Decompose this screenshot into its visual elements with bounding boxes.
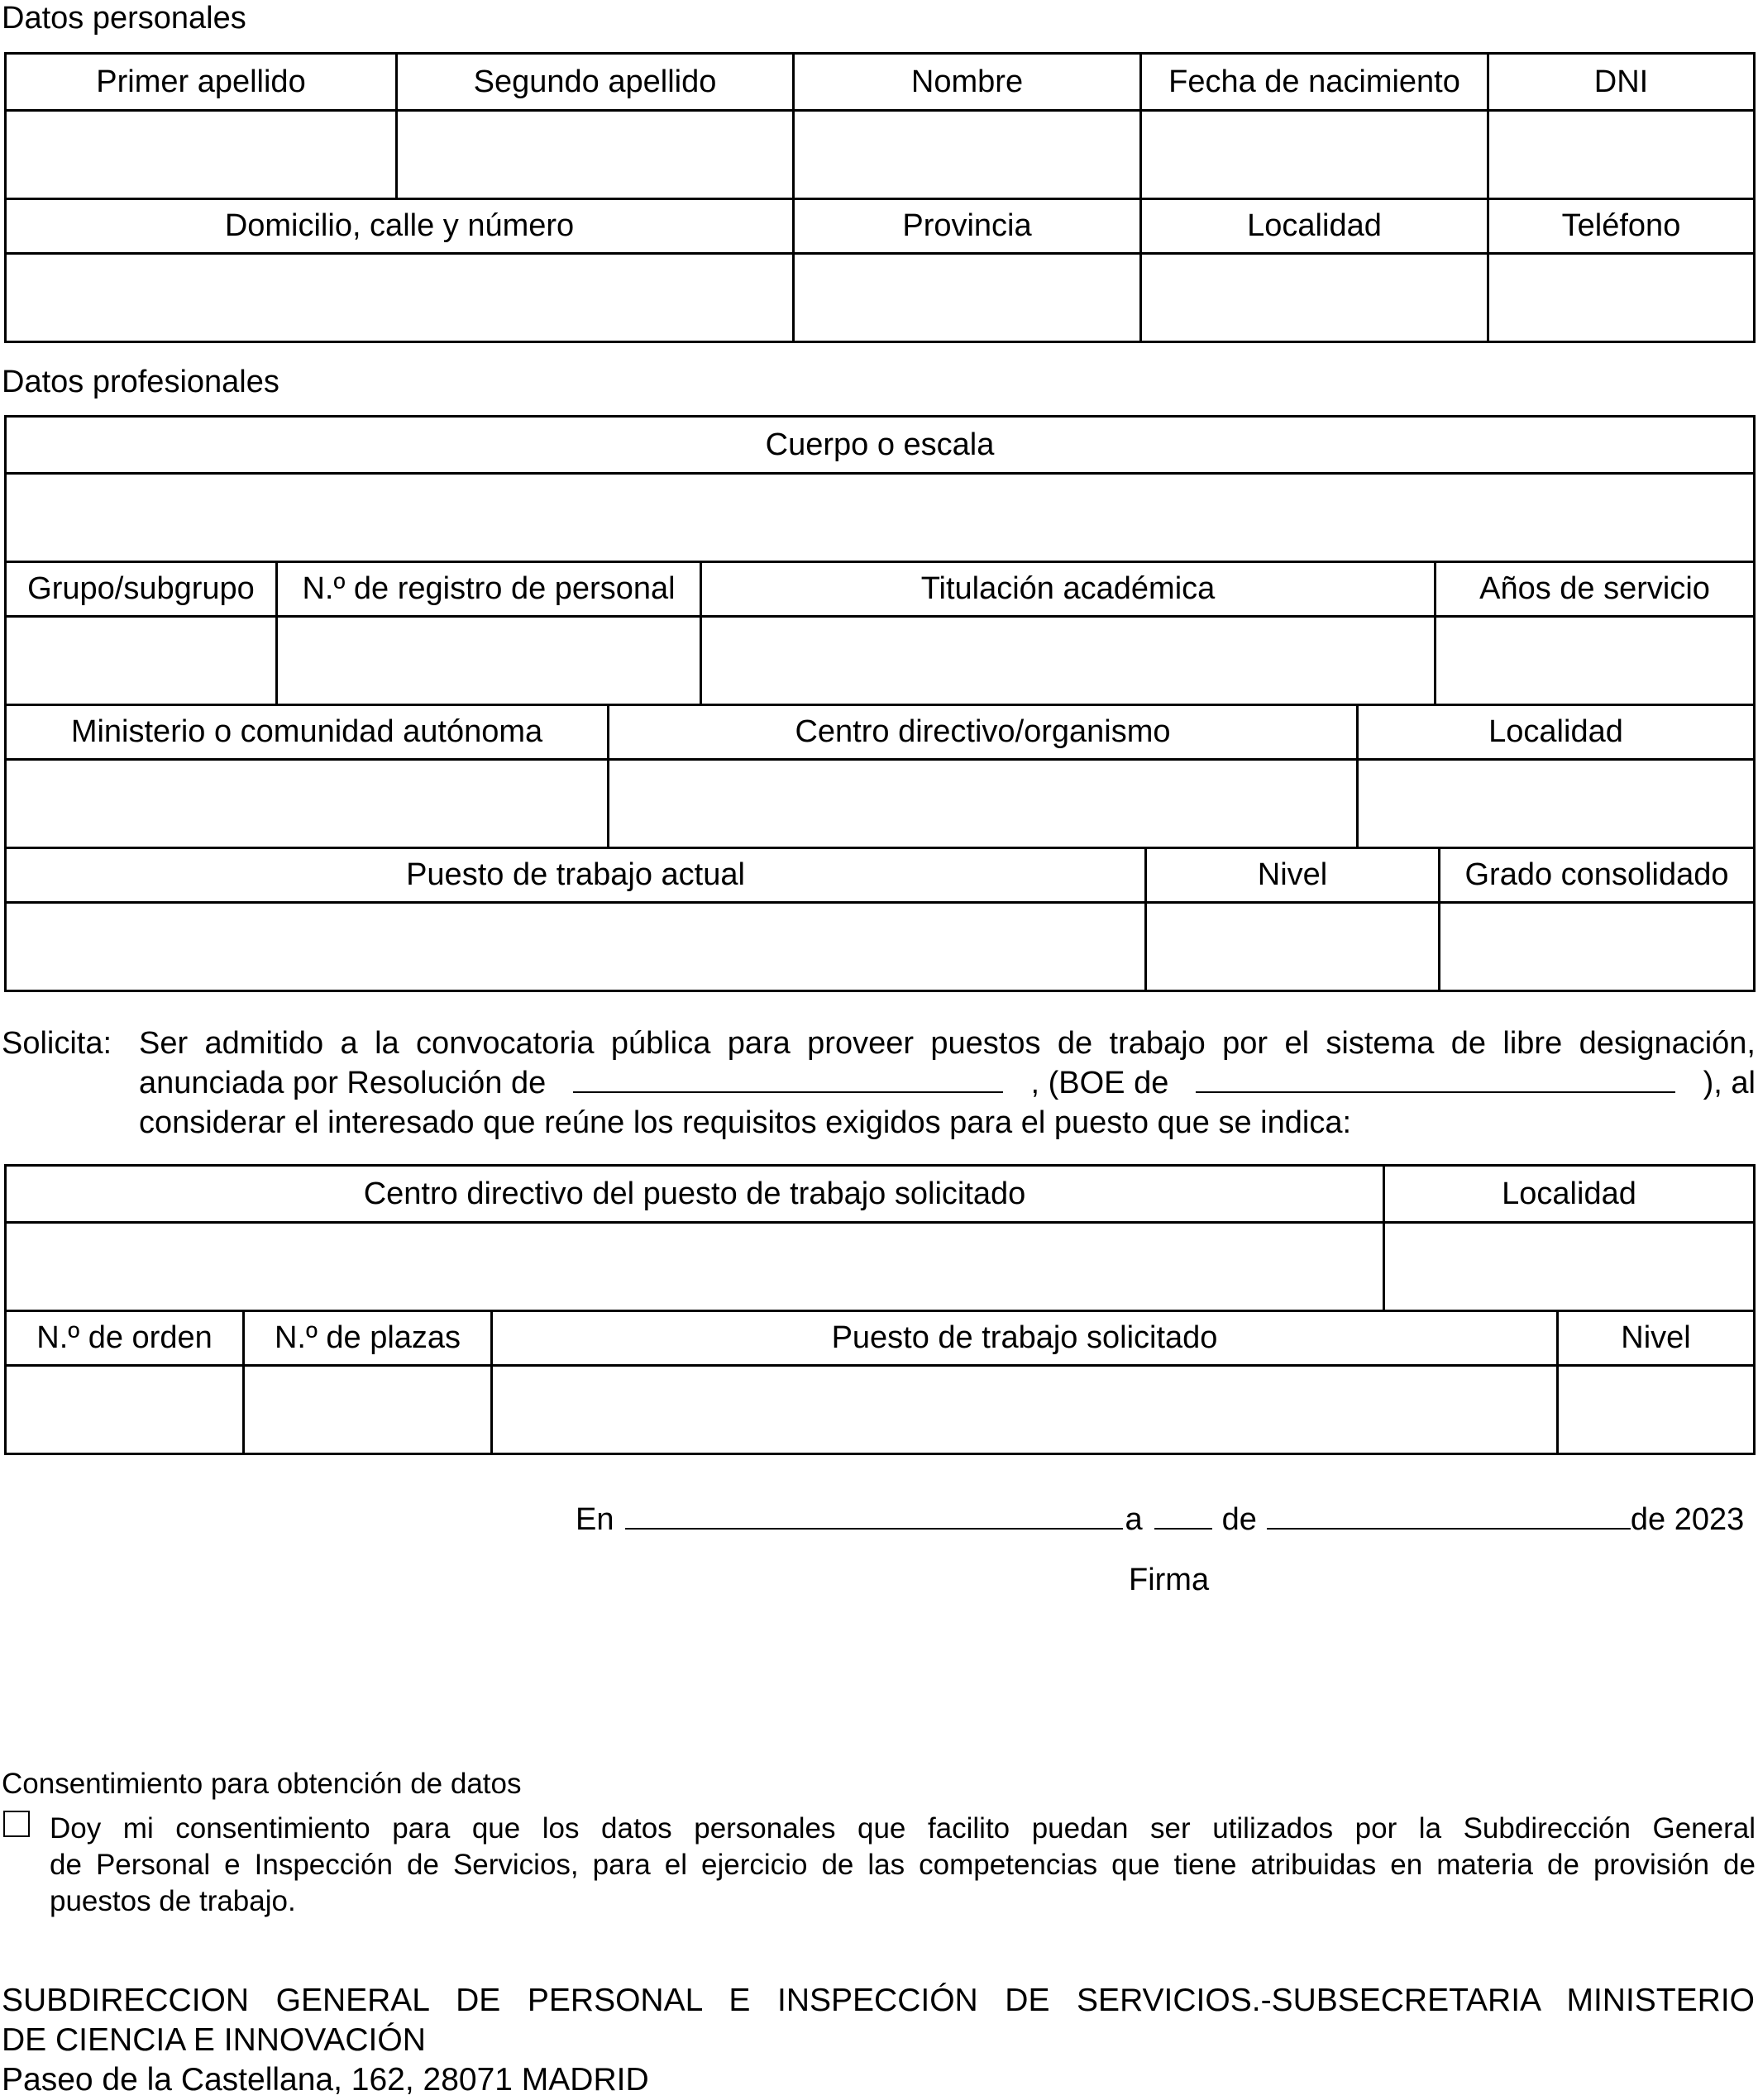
primer-apellido-field[interactable]: [7, 112, 395, 198]
consent-line-1: Doy mi consentimiento para que los datos personales que facilito puedan ser utilizados por la Subdirección General: [50, 1812, 1756, 1845]
puesto-input-row: [7, 901, 1753, 990]
orden-input-row: [7, 1364, 1753, 1453]
anos-servicio-field[interactable]: [1434, 618, 1753, 704]
solicita-line-2: [139, 1063, 1756, 1103]
fecha-nacimiento-field[interactable]: [1139, 112, 1487, 198]
header-localidad-profesional: Localidad: [1356, 706, 1753, 758]
orden-header-row: [7, 1310, 1753, 1364]
address-header-row: [7, 198, 1753, 252]
centro-input-row: [7, 1221, 1753, 1310]
en-text: En: [576, 1502, 614, 1537]
header-anos-servicio: Años de servicio: [1434, 563, 1753, 615]
grado-consolidado-field[interactable]: [1438, 904, 1753, 990]
titulacion-field[interactable]: [700, 618, 1434, 704]
header-nombre: Nombre: [792, 55, 1139, 109]
year-text: de 2023: [1630, 1502, 1745, 1537]
a-text: a: [1125, 1502, 1143, 1537]
header-titulacion: Titulación académica: [700, 563, 1434, 615]
header-centro-directivo: Centro directivo/organismo: [607, 706, 1356, 758]
header-numero-orden: N.º de orden: [36, 1320, 213, 1355]
header-telefono: Teléfono: [1487, 200, 1753, 252]
header-puesto-actual: Puesto de trabajo actual: [406, 857, 745, 892]
footer-line-2: DE CIENCIA E INNOVACIÓN: [2, 2022, 426, 2058]
section-title-professional: Datos profesionales: [2, 365, 279, 399]
cuerpo-header-row: [7, 418, 1753, 472]
header-localidad-solicitada: Localidad: [1383, 1167, 1753, 1221]
header-registro-personal: N.º de registro de personal: [275, 563, 700, 615]
header-segundo-apellido: Segundo apellido: [395, 55, 792, 109]
professional-data-table: [4, 415, 1756, 992]
header-fecha-nacimiento: Fecha de nacimiento: [1139, 55, 1487, 109]
day-blank[interactable]: [1154, 1500, 1212, 1530]
domicilio-field[interactable]: [7, 255, 792, 341]
telefono-field[interactable]: [1487, 255, 1753, 341]
numero-plazas-field[interactable]: [242, 1367, 490, 1453]
month-blank[interactable]: [1267, 1500, 1631, 1530]
al-text: ), al: [1703, 1066, 1756, 1100]
header-puesto-solicitado: Puesto de trabajo solicitado: [490, 1312, 1556, 1364]
header-grado-consolidado: Grado consolidado: [1438, 849, 1753, 901]
header-nivel-solicitado: Nivel: [1556, 1312, 1753, 1364]
header-dni: DNI: [1487, 55, 1753, 109]
header-domicilio: Domicilio, calle y número: [224, 208, 575, 243]
firma-label: Firma: [1129, 1563, 1210, 1597]
ministerio-input-row: [7, 758, 1753, 847]
solicita-line-1: Ser admitido a la convocatoria pública para proveer puestos de trabajo por el sistema de libre designación,: [139, 1026, 1756, 1061]
nivel-field[interactable]: [1144, 904, 1438, 990]
address-input-row: [7, 252, 1753, 341]
grupo-input-row: [7, 615, 1753, 704]
header-cuerpo-escala: Cuerpo o escala: [765, 427, 995, 462]
centro-directivo-field[interactable]: [607, 761, 1356, 847]
boe-text: , (BOE de: [1030, 1066, 1169, 1100]
place-blank[interactable]: [625, 1500, 1123, 1530]
localidad-solicitada-field[interactable]: [1383, 1224, 1753, 1310]
consent-checkbox[interactable]: [3, 1811, 30, 1837]
numero-orden-field[interactable]: [7, 1367, 242, 1453]
grupo-subgrupo-field[interactable]: [7, 618, 275, 704]
consent-title: Consentimiento para obtención de datos: [2, 1768, 522, 1800]
localidad-field[interactable]: [1139, 255, 1487, 341]
solicita-label: Solicita:: [2, 1026, 112, 1061]
personal-input-row: [7, 109, 1753, 198]
resolucion-date-blank[interactable]: [573, 1063, 1003, 1093]
section-title-personal: Datos personales: [2, 1, 246, 36]
ministerio-field[interactable]: [7, 761, 607, 847]
centro-puesto-solicitado-field[interactable]: [7, 1224, 1383, 1310]
nivel-solicitado-field[interactable]: [1556, 1367, 1753, 1453]
header-provincia: Provincia: [792, 200, 1139, 252]
de-text: de: [1221, 1502, 1257, 1537]
boe-date-blank[interactable]: [1196, 1063, 1675, 1093]
footer-line-1: SUBDIRECCION GENERAL DE PERSONAL E INSPECCIÓN DE SERVICIOS.-SUBSECRETARIA MINISTERIO: [2, 1983, 1755, 2018]
header-centro-puesto-solicitado: Centro directivo del puesto de trabajo solicitado: [363, 1176, 1026, 1211]
ministerio-header-row: [7, 704, 1753, 758]
solicita-line-3: considerar el interesado que reúne los requisitos exigidos para el puesto que se indica:: [139, 1105, 1352, 1140]
consent-line-2: de Personal e Inspección de Servicios, para el ejercicio de las competencias que tiene atribuidas en materia de provisión de: [50, 1849, 1756, 1881]
header-grupo-subgrupo: Grupo/subgrupo: [27, 571, 255, 606]
nombre-field[interactable]: [792, 112, 1139, 198]
puesto-header-row: [7, 847, 1753, 901]
signature-date-line: [576, 1500, 1756, 1539]
consent-line-3: puestos de trabajo.: [50, 1885, 296, 1917]
header-nivel: Nivel: [1144, 849, 1438, 901]
cuerpo-escala-field[interactable]: [7, 475, 1753, 561]
segundo-apellido-field[interactable]: [395, 112, 792, 198]
header-primer-apellido: Primer apellido: [96, 64, 306, 99]
footer-address: Paseo de la Castellana, 162, 28071 MADRID: [2, 2062, 649, 2098]
header-localidad: Localidad: [1139, 200, 1487, 252]
requested-position-table: [4, 1164, 1756, 1455]
puesto-solicitado-field[interactable]: [490, 1367, 1556, 1453]
dni-field[interactable]: [1487, 112, 1753, 198]
localidad-profesional-field[interactable]: [1356, 761, 1753, 847]
provincia-field[interactable]: [792, 255, 1139, 341]
resolucion-text: anunciada por Resolución de: [139, 1066, 547, 1100]
puesto-actual-field[interactable]: [7, 904, 1144, 990]
header-ministerio: Ministerio o comunidad autónoma: [70, 714, 543, 749]
centro-header-row: [7, 1167, 1753, 1221]
personal-header-row: [7, 55, 1753, 109]
registro-personal-field[interactable]: [275, 618, 700, 704]
header-numero-plazas: N.º de plazas: [242, 1312, 490, 1364]
grupo-header-row: [7, 561, 1753, 615]
cuerpo-input-row: [7, 472, 1753, 561]
personal-data-table: [4, 52, 1756, 343]
